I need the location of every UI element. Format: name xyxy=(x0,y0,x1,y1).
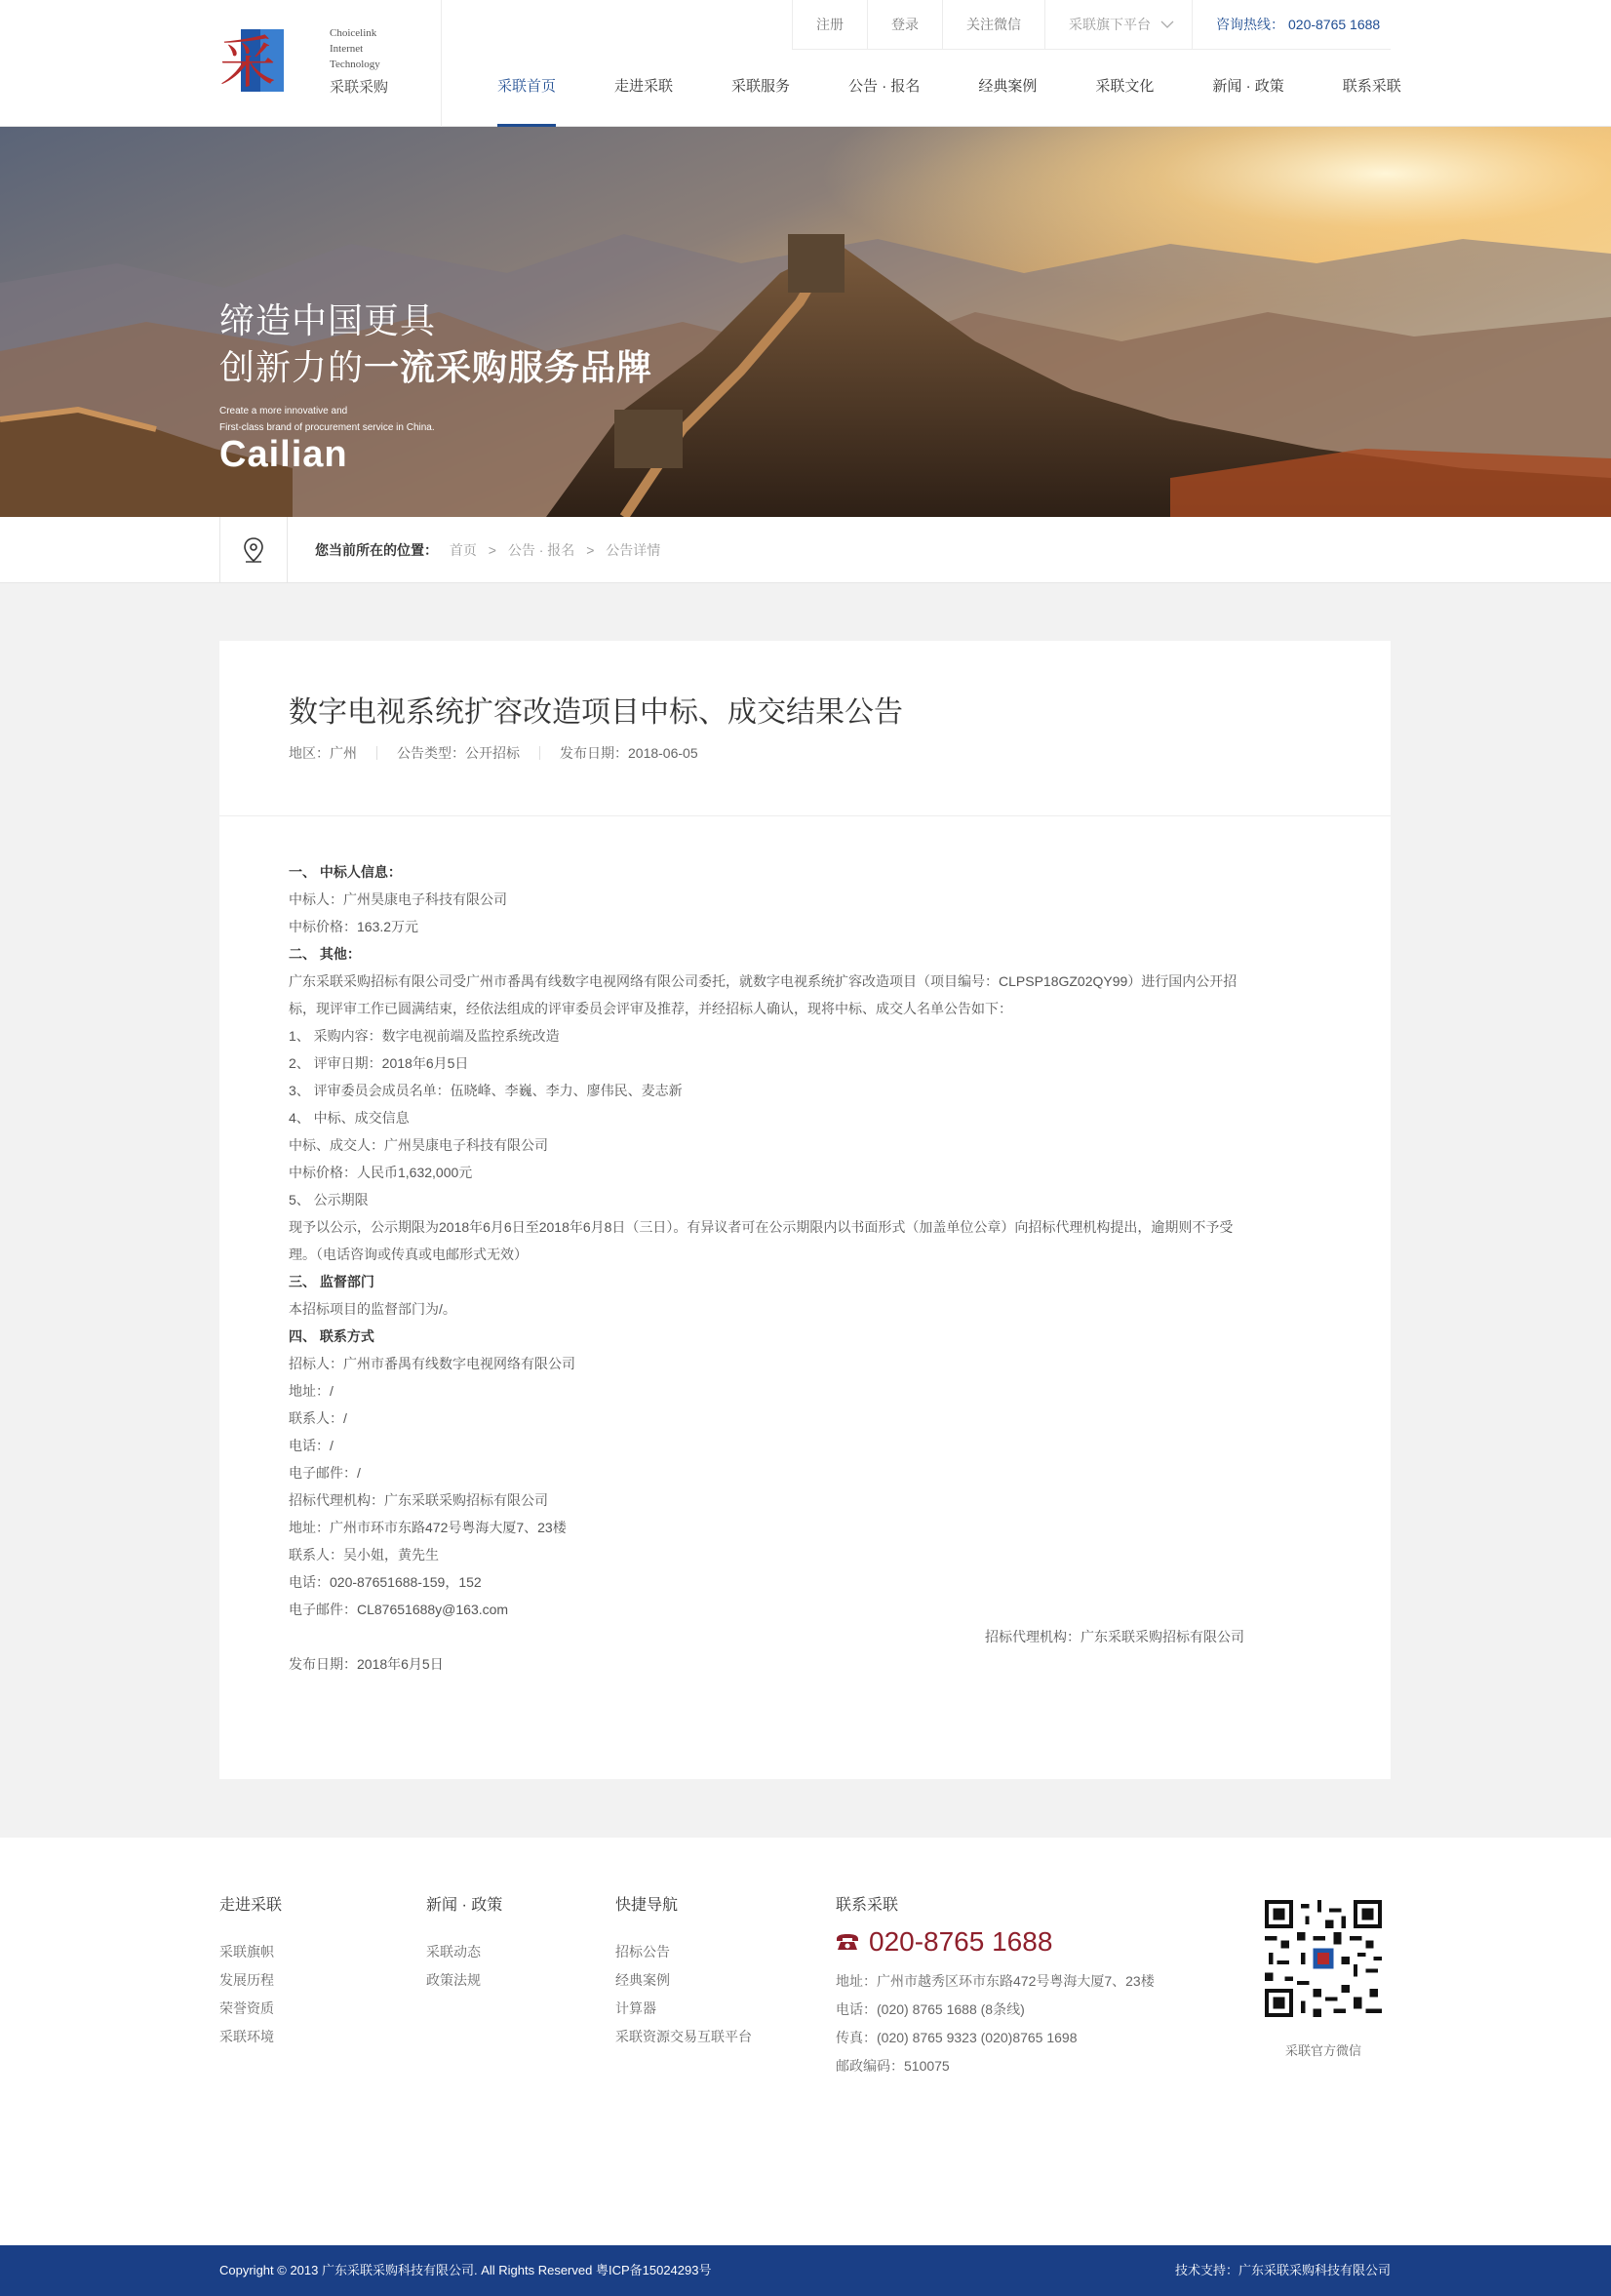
article-line: 联系人：/ xyxy=(289,1410,347,1426)
article-line: 招标代理机构：广东采联采购招标有限公司 xyxy=(985,1629,1244,1644)
nav-item-services[interactable]: 采联服务 xyxy=(731,78,791,95)
hotline-label: 咨询热线： xyxy=(1216,17,1284,32)
footer-link[interactable]: 政策法规 xyxy=(426,1972,481,1988)
article-line: 中标价格：163.2万元 xyxy=(289,919,419,934)
nav-item-culture[interactable]: 采联文化 xyxy=(1095,78,1155,95)
hotline xyxy=(1192,0,1403,49)
article-line: 电子邮件：CL87651688y@163.com xyxy=(289,1602,509,1617)
footer-link[interactable]: 采联资源交易互联平台 xyxy=(615,2029,752,2044)
banner-english-tagline: Create a more innovative and First-class brand of procurement service in China. xyxy=(219,406,435,433)
breadcrumb-announcements[interactable]: 公告 · 报名 xyxy=(507,542,575,558)
nav-item-contact[interactable]: 联系采联 xyxy=(1342,78,1401,95)
article-line: 地址：/ xyxy=(289,1383,334,1399)
article-line: 中标人：广州昊康电子科技有限公司 xyxy=(289,891,507,907)
footer-col-title: 快捷导航 xyxy=(615,1897,679,1914)
footer-link[interactable]: 采联旗帜 xyxy=(219,1944,274,1960)
banner-headline-1: 缔造中国更具 xyxy=(219,300,437,340)
location-pin-icon xyxy=(219,517,288,583)
wechat-link[interactable]: 关注微信 xyxy=(942,0,1044,49)
article-line: 电话：/ xyxy=(289,1438,334,1453)
footer-col-title: 联系采联 xyxy=(836,1897,899,1914)
footer-link[interactable]: 荣誉资质 xyxy=(219,2000,274,2016)
article-line: 电子邮件：/ xyxy=(289,1465,361,1481)
footer-col-news xyxy=(426,1892,502,1995)
article-line: 三、 监督部门 xyxy=(289,1274,374,1289)
qr-caption: 采联官方微信 xyxy=(1284,2043,1361,2058)
platform-dropdown-label: 采联旗下平台 xyxy=(1069,17,1151,32)
article-line: 广东采联采购招标有限公司受广州市番禺有线数字电视网络有限公司委托，就数字电视系统扩容改造项目（项目编号：CLPSP18GZ02QY99）进行国内公开招标，现评审工作已圆满结束，经依法组成的评审委员会评审及推荐，并经招标人确认，现将中标、成交人名单公告如下： xyxy=(289,973,1238,1016)
chevron-down-icon xyxy=(1160,20,1174,28)
footer-fax: 传真：(020) 8765 9323 (020)8765 1698 xyxy=(836,2030,1078,2045)
header-divider xyxy=(441,0,442,127)
article-line: 二、 其他： xyxy=(289,946,361,962)
breadcrumb-bar xyxy=(0,517,1611,583)
logo-mark-icon xyxy=(219,25,284,96)
banner-brand: Cailian xyxy=(219,434,348,475)
article-line: 发布日期：2018年6月5日 xyxy=(289,1656,444,1672)
article-line: 2、 评审日期：2018年6月5日 xyxy=(289,1055,469,1071)
article-line: 3、 评审委员会成员名单：伍晓峰、李巍、李力、廖伟民、麦志新 xyxy=(289,1083,683,1098)
footer-phone-number: 020-8765 1688 xyxy=(869,1926,1053,1957)
footer-link[interactable]: 招标公告 xyxy=(615,1944,670,1960)
meta-date: 发布日期：2018-06-05 xyxy=(539,746,718,760)
footer-link[interactable]: 计算器 xyxy=(615,2000,656,2016)
nav-item-about[interactable]: 走进采联 xyxy=(614,78,674,95)
tech-support-text: 技术支持：广东采联采购科技有限公司 xyxy=(1174,2263,1391,2277)
article-line: 招标人：广州市番禺有线数字电视网络有限公司 xyxy=(289,1356,575,1371)
article-line: 中标、成交人：广州昊康电子科技有限公司 xyxy=(289,1137,548,1153)
article-body xyxy=(289,858,1322,1678)
platform-dropdown[interactable] xyxy=(1044,0,1192,49)
main-nav xyxy=(468,49,1431,127)
article-line: 本招标项目的监督部门为/。 xyxy=(289,1301,456,1317)
site-footer xyxy=(0,1838,1611,2245)
article-header xyxy=(219,641,1391,816)
footer-col-contact xyxy=(836,1892,1155,2080)
article-line: 一、 中标人信息： xyxy=(289,864,402,880)
article-line: 招标代理机构：广东采联采购招标有限公司 xyxy=(289,1492,548,1508)
article-line: 电话：020-87651688-159，152 xyxy=(289,1574,482,1590)
hero-banner xyxy=(0,127,1611,517)
article-line: 1、 采购内容：数字电视前端及监控系统改造 xyxy=(289,1028,560,1044)
top-bar xyxy=(792,0,1403,49)
footer-col-title: 新闻 · 政策 xyxy=(426,1897,503,1914)
article-title: 数字电视系统扩容改造项目中标、成交结果公告 xyxy=(289,696,903,729)
register-link[interactable]: 注册 xyxy=(792,0,867,49)
meta-region: 地区：广州 xyxy=(289,745,357,761)
article-meta xyxy=(289,746,718,760)
footer-col-quicknav xyxy=(615,1892,752,2051)
meta-type: 公告类型：公开招标 xyxy=(376,746,539,760)
breadcrumb-lead: 您当前所在的位置： xyxy=(315,542,438,558)
svg-text:采: 采 xyxy=(219,31,277,95)
nav-item-home[interactable]: 采联首页 xyxy=(468,49,585,127)
site-logo[interactable] xyxy=(219,21,405,104)
wechat-qr-code-icon[interactable] xyxy=(1265,1900,1382,2017)
logo-english: Choicelink Internet Technology xyxy=(330,27,380,70)
breadcrumb-detail: 公告详情 xyxy=(606,542,661,558)
login-link[interactable]: 登录 xyxy=(867,0,942,49)
footer-postcode: 邮政编码：510075 xyxy=(836,2058,950,2074)
footer-link[interactable]: 发展历程 xyxy=(219,1972,274,1988)
footer-phone xyxy=(836,1926,1155,1958)
nav-item-announcements[interactable]: 公告 · 报名 xyxy=(848,78,921,95)
article-line: 现予以公示，公示期限为2018年6月6日至2018年6月8日（三日）。有异议者可在公示期限内以书面形式（加盖单位公章）向招标代理机构提出，逾期则不予受理。（电话咨询或传真或电邮形式无效） xyxy=(289,1219,1234,1262)
copyright-bar xyxy=(0,2245,1611,2296)
nav-item-news[interactable]: 新闻 · 政策 xyxy=(1212,78,1284,95)
nav-item-cases[interactable]: 经典案例 xyxy=(978,78,1038,95)
article-line: 联系人：吴小姐，黄先生 xyxy=(289,1547,439,1563)
footer-col-title: 走进采联 xyxy=(219,1897,283,1914)
breadcrumb-home[interactable]: 首页 xyxy=(449,542,477,558)
footer-link[interactable]: 采联环境 xyxy=(219,2029,274,2044)
footer-col-about xyxy=(219,1892,282,2051)
article-line: 5、 公示期限 xyxy=(289,1192,369,1207)
footer-address: 地址：广州市越秀区环市东路472号粤海大厦7、23楼 xyxy=(836,1973,1155,1989)
article-line: 中标价格：人民币1,632,000元 xyxy=(289,1165,473,1180)
article-line: 4、 中标、成交信息 xyxy=(289,1110,410,1126)
article-card xyxy=(219,641,1391,1779)
telephone-icon xyxy=(836,1933,859,1951)
footer-link[interactable]: 采联动态 xyxy=(426,1944,481,1960)
breadcrumb: 您当前所在的位置： 首页 > 公告 · 报名 > 公告详情 xyxy=(315,542,661,558)
footer-link[interactable]: 经典案例 xyxy=(615,1972,670,1988)
copyright-text: Copyright © 2013 广东采联采购科技有限公司. All Rights Reserved 粤ICP备15024293号 xyxy=(219,2263,712,2277)
article-line: 四、 联系方式 xyxy=(289,1328,374,1344)
footer-tel: 电话：(020) 8765 1688 (8条线) xyxy=(836,2001,1025,2017)
site-header xyxy=(0,0,1611,127)
article-line: 地址：广州市环市东路472号粤海大厦7、23楼 xyxy=(289,1520,567,1535)
banner-headline-2: 创新力的一流采购服务品牌 xyxy=(219,347,653,387)
logo-chinese: 采联采购 xyxy=(330,80,389,96)
hotline-number: 020-8765 1688 xyxy=(1288,17,1381,32)
